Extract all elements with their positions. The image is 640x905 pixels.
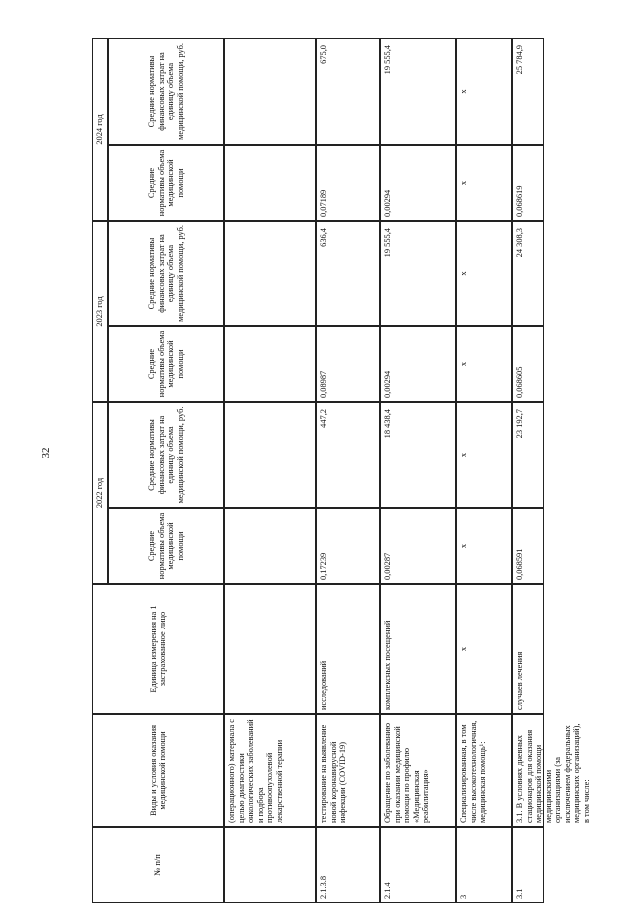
row-3-v4: x <box>456 145 512 221</box>
row-2-v5: 19 555,4 <box>380 38 456 145</box>
row-1-name: тестирование на выявление новой коронавирусной инфекции (COVID-19) <box>316 714 380 827</box>
row-1-v0: 0,17239 <box>316 508 380 584</box>
row-3-num: 3 <box>456 827 512 903</box>
row-2-v1: 18 438,4 <box>380 402 456 508</box>
row-4-v5: 25 784,9 <box>512 38 544 145</box>
row-1-v1: 447,2 <box>316 402 380 508</box>
row-0-v3 <box>224 221 316 326</box>
row-3-v1: x <box>456 402 512 508</box>
header-year-2023: 2023 год <box>92 221 108 402</box>
row-2-v4: 0,00294 <box>380 145 456 221</box>
row-4-v4: 0,068619 <box>512 145 544 221</box>
header-num: № п/п <box>92 827 224 903</box>
header-avg-cost-2024: Средние нормативы финансовых затрат на единицу объема медицинской помощи, руб. <box>108 38 224 145</box>
row-4-v3: 24 308,3 <box>512 221 544 326</box>
row-3-v0: x <box>456 508 512 584</box>
row-3-name: Специализированная, в том числе высокотехнологичная, медицинская помощь¹: <box>456 714 512 827</box>
header-avg-volume-2022: Средние нормативы объема медицинской помощи <box>108 508 224 584</box>
row-3-v5: x <box>456 38 512 145</box>
row-2-unit: комплексных посещений <box>380 584 456 714</box>
row-3-unit: x <box>456 584 512 714</box>
row-2-name: Обращение по заболеванию при оказании медицинской помощи по профилю «Медицинская реабилитация» <box>380 714 456 827</box>
header-types: Виды и условия оказания медицинской помощи <box>92 714 224 827</box>
row-0-v2 <box>224 326 316 402</box>
row-4-v1: 23 192,7 <box>512 402 544 508</box>
row-4-v2: 0,068605 <box>512 326 544 402</box>
row-3-v3: x <box>456 221 512 326</box>
row-2-v0: 0,00287 <box>380 508 456 584</box>
norms-table <box>92 38 591 903</box>
row-4-name: 3.1. В условиях дневных стационаров для оказания медицинской помощи медицинскими организациями (за исключением федеральных медицинских организаций), в том числе: <box>512 714 544 827</box>
header-avg-cost-2022: Средние нормативы финансовых затрат на единицу объема медицинской помощи, руб. <box>108 402 224 508</box>
header-unit: Единица измерения на 1 застрахованное лицо <box>92 584 224 714</box>
header-year-2024: 2024 год <box>92 38 108 221</box>
row-0-v1 <box>224 402 316 508</box>
row-0-v4 <box>224 145 316 221</box>
row-2-v3: 19 555,4 <box>380 221 456 326</box>
row-3-v2: x <box>456 326 512 402</box>
row-1-num: 2.1.3.8 <box>316 827 380 903</box>
row-2-v2: 0,00294 <box>380 326 456 402</box>
row-4-num: 3.1 <box>512 827 544 903</box>
row-4-v0: 0,068591 <box>512 508 544 584</box>
row-4-unit: случаев лечения <box>512 584 544 714</box>
row-1-v4: 0,07189 <box>316 145 380 221</box>
header-avg-volume-2023: Средние нормативы объема медицинской помощи <box>108 326 224 402</box>
row-0-name: (операционного) материала с целью диагностики онкологических заболеваний и подбора противоопухолевой лекарственной терапии <box>224 714 316 827</box>
row-0-unit <box>224 584 316 714</box>
row-1-v3: 636,4 <box>316 221 380 326</box>
row-0-num <box>224 827 316 903</box>
row-1-v2: 0,08987 <box>316 326 380 402</box>
page-number: 32 <box>40 447 52 459</box>
row-0-v0 <box>224 508 316 584</box>
header-avg-volume-2024: Средние нормативы объема медицинской помощи <box>108 145 224 221</box>
row-0-v5 <box>224 38 316 145</box>
header-year-2022: 2022 год <box>92 402 108 584</box>
row-1-v5: 675,0 <box>316 38 380 145</box>
row-1-unit: исследований <box>316 584 380 714</box>
row-2-num: 2.1.4 <box>380 827 456 903</box>
header-avg-cost-2023: Средние нормативы финансовых затрат на единицу объема медицинской помощи, руб. <box>108 221 224 326</box>
